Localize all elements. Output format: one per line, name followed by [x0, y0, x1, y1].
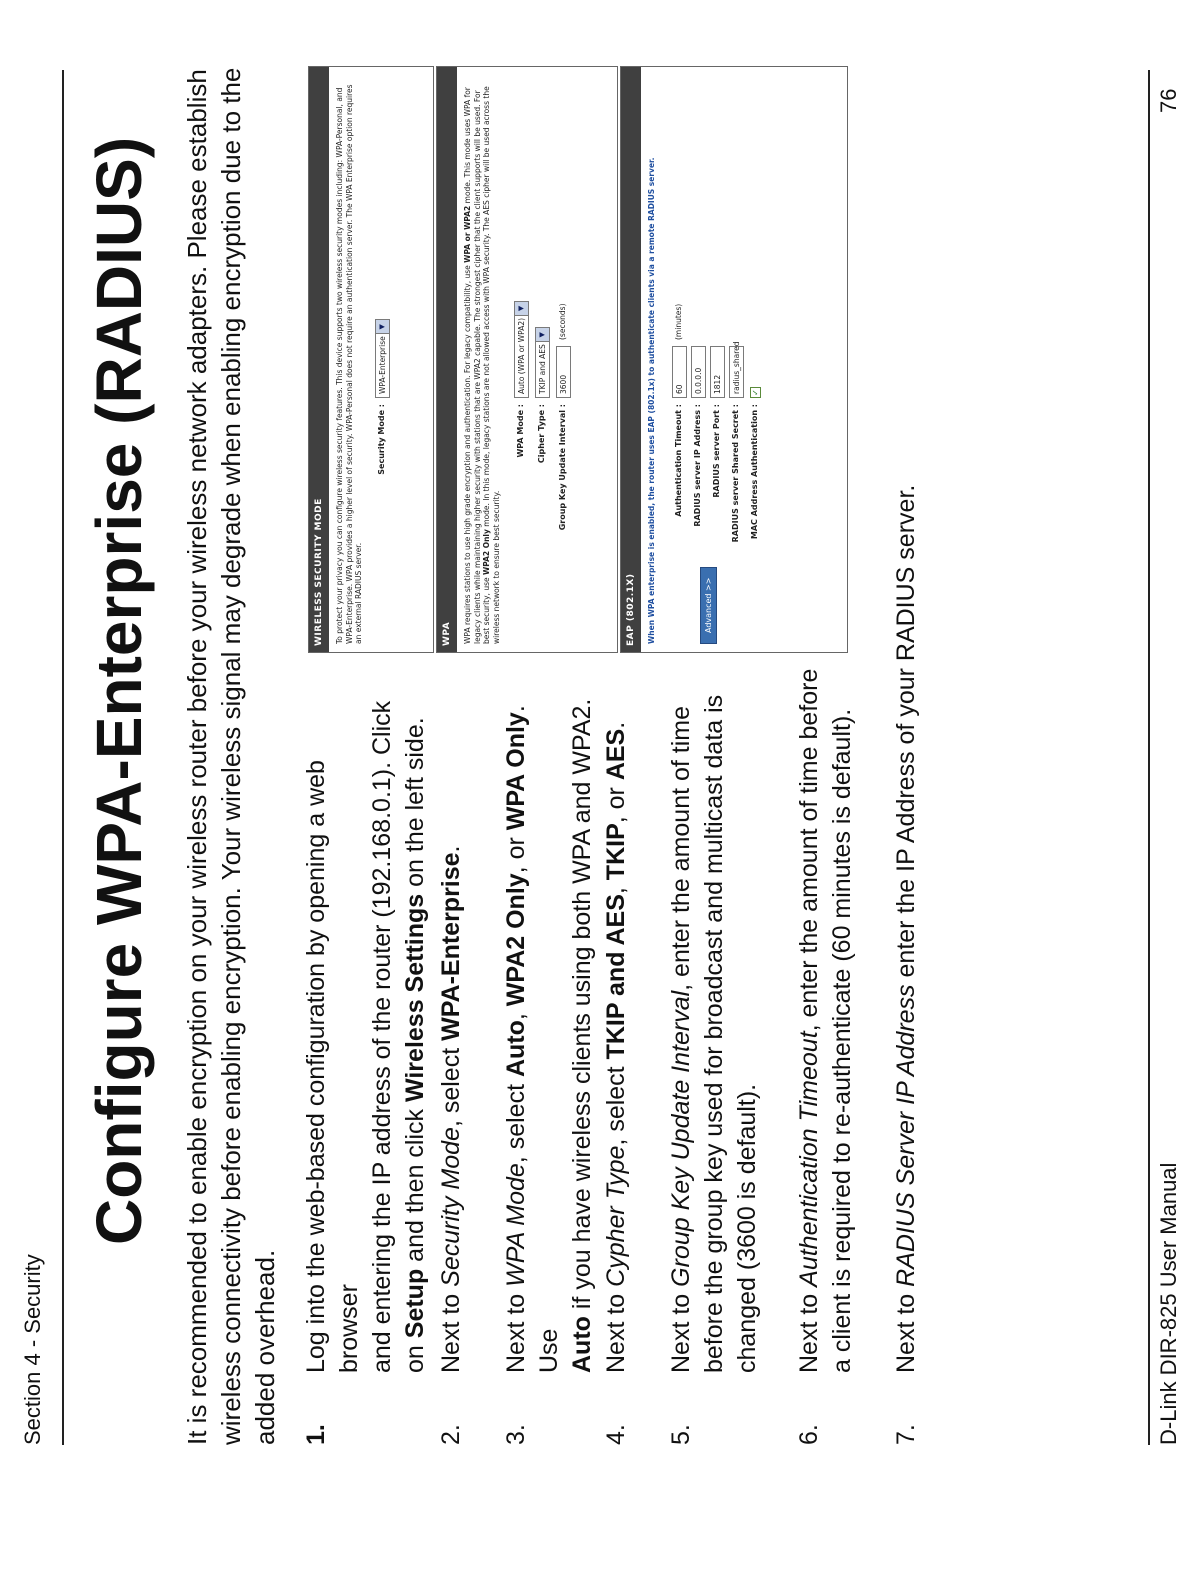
radius-secret-input[interactable]: radius_shared [729, 346, 744, 398]
wireless-security-mode-panel [308, 66, 434, 653]
radius-port-input[interactable]: 1812 [710, 346, 725, 398]
radius-ip-input[interactable]: 0.0.0.0 [691, 346, 706, 398]
panel-description: To protect your privacy you can configure wireless security features. This device supports two wireless security modes including: WPA-Personal, and WPA-Enterprise. WPA provides a higher level of security. WPA-Personal does not require an authentication server. The WPA Enterprise option requires an external RADIUS server. [335, 84, 363, 644]
chevron-down-icon: ▼ [515, 302, 528, 316]
bottom-divider [1148, 70, 1150, 1445]
step-number: 1. [302, 1424, 330, 1445]
auth-timeout-row: Authentication Timeout : 60(minutes) [671, 75, 688, 644]
radius-ip-row: RADIUS server IP Address : 0.0.0.0 [690, 75, 707, 644]
security-mode-row: Security Mode : WPA-Enterprise ▼ [374, 75, 391, 644]
security-mode-select[interactable]: WPA-Enterprise ▼ [375, 319, 390, 398]
radius-port-row: RADIUS server Port : 1812 [709, 75, 726, 644]
advanced-button[interactable]: Advanced >> [700, 567, 718, 644]
cipher-type-row: Cipher Type : TKIP and AES ▼ [534, 75, 551, 644]
eap-lead-text: When WPA enterprise is enabled, the router uses EAP (802.1x) to authenticate clients via a remote RADIUS server. [647, 157, 656, 644]
step-7: 7. Next to RADIUS Server IP Address enter the IP Address of your RADIUS server. [892, 484, 920, 1445]
footer-page-number: 76 [1156, 88, 1181, 113]
panel-header: WIRELESS SECURITY MODE [309, 67, 329, 652]
step-3: 3. Next to WPA Mode, select Auto, WPA2 Only, or WPA Only. Use Auto if you have wireless clients using both WPA and WPA2. [502, 698, 596, 1445]
footer-manual-name: D-Link DIR-825 User Manual [1156, 1162, 1181, 1445]
mac-auth-checkbox[interactable]: ✓ [750, 387, 761, 398]
panel-header: EAP (802.1X) [621, 67, 641, 652]
intro-paragraph: It is recommended to enable encryption on your wireless router before your wireless network adapters. Please establish wireless connectivity before enabling encryption. Your wireless signal may degrade when enabling encryption due to the added overhead. [182, 67, 280, 1445]
chevron-down-icon: ▼ [536, 328, 549, 342]
wpa-mode-row: WPA Mode : Auto (WPA or WPA2) ▼ [513, 75, 530, 644]
panel-description: WPA requires stations to use high grade encryption and authentication. For legacy compatibility, use WPA or WPA2 mode. This mode uses WPA for legacy clients while maintaining higher security with stations that are WPA2 capable. The strongest cipher that the client supports will be used. For best security, use WPA2 Only mode. In this mode, legacy stations are not allowed access with WPA security. The AES cipher will be used across the wireless network to ensure best security. [463, 86, 501, 644]
page-title: Configure WPA-Enterprise (RADIUS) [83, 136, 155, 1245]
top-divider [62, 70, 64, 1445]
section-label: Section 4 - Security [20, 1254, 45, 1445]
cipher-type-select[interactable]: TKIP and AES ▼ [535, 327, 550, 398]
auth-timeout-input[interactable]: 60 [672, 346, 687, 398]
wpa-mode-select[interactable]: Auto (WPA or WPA2) ▼ [514, 301, 529, 398]
eap-panel [620, 66, 848, 653]
panel-header: WPA [437, 67, 457, 652]
step-text: Log into the web-based configuration by opening a web browser and entering the IP address of the router (192.168.0.1). Click on Setup and then click Wireless Settings on the left side. [302, 700, 429, 1373]
group-key-interval-row: Group Key Update Interval : 3600(seconds) [555, 75, 572, 644]
step-4: 4. Next to Cypher Type, select TKIP and AES, TKIP, or AES. [602, 721, 630, 1445]
chevron-down-icon: ▼ [376, 320, 389, 334]
radius-secret-row: RADIUS server Shared Secret : radius_shared [728, 75, 745, 644]
group-key-interval-input[interactable]: 3600 [556, 346, 571, 398]
step-1 [300, 665, 429, 1445]
step-6: 6. Next to Authentication Timeout, enter the amount of time before a client is required to re-authenticate (60 minutes is default). [795, 668, 856, 1445]
wpa-panel [436, 66, 618, 653]
step-2: 2. Next to Security Mode, select WPA-Enterprise. [437, 845, 465, 1445]
mac-auth-row: MAC Address Authentication : ✓ [747, 75, 764, 644]
step-5: 5. Next to Group Key Update Interval, enter the amount of time before the group key used for broadcast and multicast data is changed (3600 is default). [667, 694, 761, 1445]
